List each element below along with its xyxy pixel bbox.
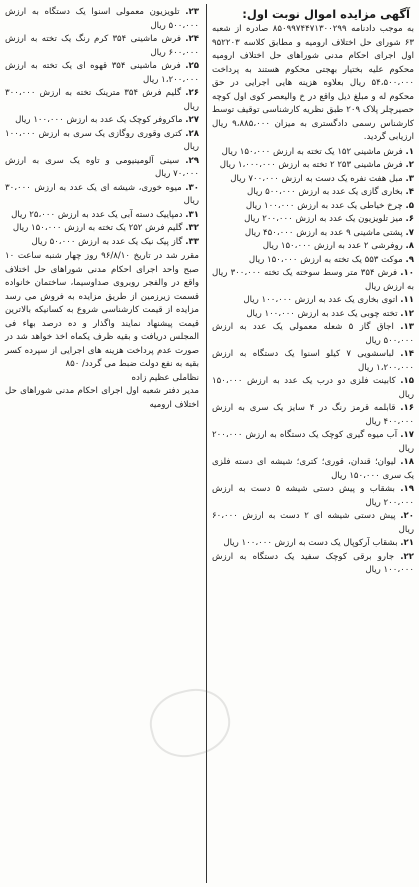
item-text: گاز پیک نیک یک عدد به ارزش ۵۰،۰۰۰ ریال [31, 236, 183, 247]
list-item [212, 375, 414, 402]
item-number: ۱۲. [400, 308, 414, 319]
list-item [5, 87, 199, 114]
list-item [212, 240, 414, 254]
item-text: لیوان؛ قندان، قوری؛ کتری؛ شیشه ای دسته فلزی یک سری ۱۵۰،۰۰۰ ریال [212, 457, 414, 481]
item-number: ۳۲. [185, 223, 199, 233]
item-number: ۳۰. [185, 182, 199, 193]
item-number: ۲۷. [185, 115, 199, 125]
item-text: گلیم فرش ۲۵۲ یک تخته به ارزش ۱۵۰،۰۰۰ ریال [12, 223, 183, 233]
list-item [212, 308, 414, 322]
item-number: ۳۳. [185, 236, 199, 247]
item-text: چرخ خیاطی یک عدد به ارزش ۱۰۰،۰۰۰ ریال [245, 200, 403, 211]
item-text: روفرشی ۲ عدد به ارزش ۱۵۰،۰۰۰ ریال [262, 241, 403, 251]
item-text: اجاق گاز ۵ شعله معمولی یک عدد به ارزش ۵۰۰،۰۰۰ ریال [212, 322, 414, 346]
list-item [212, 267, 414, 294]
list-item [5, 209, 199, 223]
list-item [5, 6, 199, 33]
list-item [212, 254, 414, 268]
list-item [212, 173, 414, 187]
item-text: تلویزیون معمولی اسنوا یک دستگاه به ارزش ۵۰۰،۰۰۰ ریال [5, 7, 199, 31]
item-number: ۷. [405, 227, 414, 238]
item-number: ۱۷. [400, 430, 415, 440]
item-text: دمپاییک دسته آبی یک عدد به ارزش ۲۵،۰۰۰ ریال [11, 209, 183, 220]
item-text: کابینت فلزی دو درب یک عدد به ارزش ۱۵۰،۰۰۰ ریال [212, 376, 414, 400]
item-text: مبل هفت نفره یک دست به ارزش ۷۰۰،۰۰۰ ریال [230, 173, 403, 184]
item-text: لباسشویی ۷ کیلو اسنوا یک دستگاه به ارزش ۱،۲۰۰،۰۰۰ ریال [212, 349, 414, 373]
item-text: آب میوه گیری کوچک یک دستگاه به ارزش ۲۰۰،۰۰۰ ریال [212, 430, 414, 454]
item-number: ۱۰. [400, 268, 415, 278]
item-text: فرش ماشینی ۳۵۴ قهوه ای یک تخته به ارزش ۱،۲۰۰،۰۰۰ ریال [5, 61, 199, 85]
item-text: بخاری گازی یک عدد به ارزش ۵۰۰،۰۰۰ ریال [247, 187, 403, 197]
item-number: ۲۵. [185, 61, 200, 71]
list-item [212, 159, 414, 173]
auction-terms: مقرر شد در تاریخ ۹۶/۸/۱۰ روز چهار شنبه ساعت ۱۰ صبح واحد اجرای احکام مدنی شوراهای حل اختلاف واقع در والفجر روبروی صداوسیما، ساختمان خانواده قسمت زیرزمین از طریق مزایده به فروش می رسد مزایده از قیمت کارشناسی شروع به کسانیکه بالاترین قیمت پیشنهاد نمایند واگذار و ده درصد بهاء فی المجلس دریافت و بقیه ظرف یکماه اخذ خواهد شد در صورت عدم پرداخت هزینه های اجرایی از سپرده کسر بقیه به نفع دولت ضبط می گردد/ ۸۵۰ [5, 251, 200, 369]
list-item [212, 186, 414, 200]
list-item [212, 294, 414, 308]
item-number: ۱۱. [400, 295, 414, 305]
item-text: فرش ماشینی ۲۵۳ ۲ تخته به ارزش ۱،۰۰۰،۰۰۰ ریال [219, 160, 403, 170]
item-text: فرش ماشینی ۱۵۲ یک تخته به ارزش ۱۵۰،۰۰۰ ریال [221, 146, 403, 157]
list-item [212, 321, 414, 348]
item-text: قابلمه قرمز رنگ در ۴ سایز یک سری به ارزش ۴۰۰،۰۰۰ ریال [212, 403, 414, 427]
list-item [212, 213, 414, 227]
item-text: بشقاب و پیش دستی شیشه ۵ دست به ارزش ۲۰۰،۰۰۰ ریال [212, 484, 414, 508]
item-text: بشقاب آرکوپال یک دست به ارزش ۱۰۰،۰۰۰ ریال [223, 538, 398, 548]
item-number: ۶. [405, 214, 414, 224]
list-item [212, 456, 414, 483]
item-number: ۱۶. [400, 403, 415, 413]
item-text: میز تلویزیون یک عدد به ارزش ۲۰۰،۰۰۰ ریال [244, 214, 403, 224]
item-text: تخته چوبی یک عدد به ارزش ۱۰۰،۰۰۰ ریال [246, 308, 398, 319]
notice-right-column [207, 0, 419, 887]
list-item [212, 402, 414, 429]
item-number: ۳. [405, 173, 414, 184]
list-item [212, 200, 414, 214]
item-number: ۱۳. [400, 322, 414, 332]
list-item [5, 114, 199, 128]
list-item [5, 236, 199, 250]
item-number: ۴. [405, 187, 414, 197]
item-number: ۲۴. [185, 34, 200, 44]
signature-name: نظاملی عظیم زاده [131, 372, 199, 383]
list-item [212, 227, 414, 241]
list-item [5, 33, 199, 60]
item-number: ۱۹. [400, 484, 414, 494]
item-number: ۲. [405, 160, 414, 170]
list-item [212, 510, 414, 537]
item-number: ۲۶. [185, 88, 199, 98]
list-item [5, 128, 199, 155]
item-text: سینی آلومینیومی و تاوه یک سری به ارزش ۷۰،۰۰۰ ریال [5, 155, 199, 179]
item-number: ۱۸. [400, 457, 414, 467]
list-item [212, 348, 414, 375]
item-number: ۵. [405, 200, 414, 211]
item-number: ۱. [405, 146, 414, 157]
list-item [5, 155, 199, 182]
list-item [212, 537, 414, 551]
signature-office: مدیر دفتر شعبه اول اجرای احکام مدنی شوراهای حل اختلاف ارومیه [5, 386, 199, 410]
item-text: جارو برقی کوچک سفید یک دستگاه به ارزش ۱۰۰،۰۰۰ ریال [212, 551, 414, 575]
item-text: ماکروفر کوچک یک عدد به ارزش ۱۰۰،۰۰۰ ریال [15, 115, 183, 125]
list-item [212, 429, 414, 456]
item-text: گلیم فرش ۳۵۴ مترینک تخته به ارزش ۳۰۰،۰۰۰ ریال [5, 88, 199, 112]
item-text: اتوی بخاری یک عدد به ارزش ۱۰۰،۰۰۰ ریال [243, 295, 398, 305]
list-item [5, 60, 199, 87]
list-item [212, 551, 414, 578]
item-list-right [212, 146, 414, 578]
item-number: ۱۴. [400, 349, 414, 359]
item-number: ۲۱. [400, 538, 414, 548]
notice-intro: به موجب دادنامه ۸۵۰۹۹۷۴۴۷۱۳۰۰۲۹۹ صادره از شعبه ۶۳ شورای حل اختلاف ارومیه و مطابق کلاسه ۹۵۲۲۰۳ اول اجرای احکام مدنی شوراهای حل اختلاف ارومیه محکوم علیه بختیار بهجتی محکوم هستند به پرداخت ۵۴،۵۰۰،۰۰۰ ریال بعلاوه هزینه هایی اجرایی در حق محکوم له و مبلغ ذیل واقع در خ والیعصر کوی اول کوچه حصیرچلر پلاک ۲۰۹ طبق نظریه کارشناسی توقیف توسط کارشناس رسمی دادگستری به میزان ۹،۸۸۵،۰۰۰ ریال ارزیابی گردید. [212, 24, 414, 142]
item-text: پیش دستی شیشه ای ۲ دست به ارزش ۶۰،۰۰۰ ریال [212, 511, 414, 535]
item-text: پشتی ماشینی ۹ عدد به ارزش ۴۵۰،۰۰۰ ریال [244, 227, 403, 238]
item-number: ۲۹. [185, 155, 200, 166]
item-number: ۹. [405, 254, 414, 265]
item-text: فرش ۳۵۴ متر وسط سوخته یک تخته ۳۰۰،۰۰۰ ریال به ارزش ریال [212, 268, 414, 292]
item-text: فرش ماشینی ۳۵۴ کرم رنگ یک تخته به ارزش ۶۰۰،۰۰۰ ریال [5, 34, 199, 58]
list-item [5, 182, 199, 209]
list-item [5, 222, 199, 236]
item-text: میوه خوری، شیشه ای یک عدد به ارزش ۳۰،۰۰۰ ریال [5, 182, 199, 206]
notice-title: آگهی مزایده اموال نوبت اول: [242, 7, 410, 21]
list-item [212, 483, 414, 510]
item-text: کتری وقوری روگازی یک سری به ارزش ۱۰۰،۰۰۰ ریال [5, 128, 199, 152]
item-number: ۸. [405, 241, 414, 251]
item-number: ۳۱. [185, 209, 199, 220]
item-list-left [5, 6, 199, 249]
item-text: موکت ۵۵۳ یک تخته به ارزش ۱۵۰،۰۰۰ ریال [248, 254, 403, 265]
item-number: ۲۲. [400, 551, 414, 562]
item-number: ۲۰. [400, 511, 414, 521]
item-number: ۲۳. [185, 7, 199, 17]
list-item [212, 146, 414, 160]
item-number: ۱۵. [400, 376, 414, 386]
item-number: ۲۸. [185, 128, 199, 139]
